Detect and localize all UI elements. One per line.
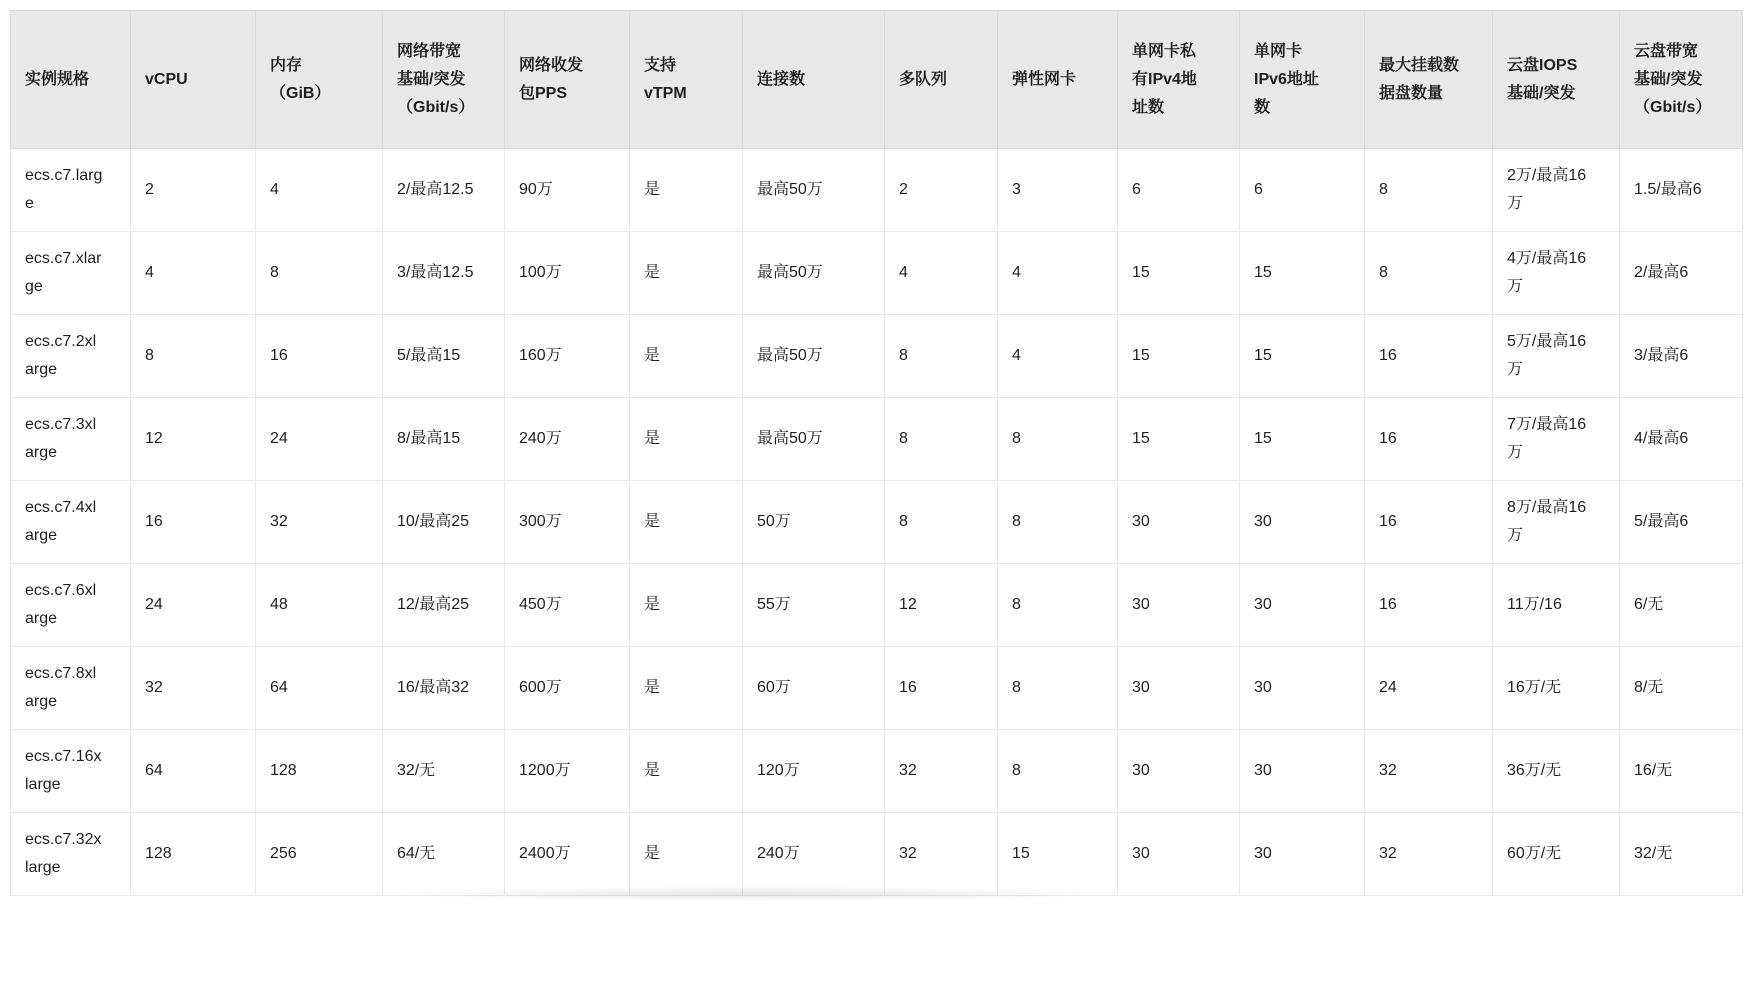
table-cell: 6 [1240, 149, 1365, 232]
table-cell: 16 [1365, 481, 1493, 564]
table-cell: 4 [998, 315, 1118, 398]
table-row [11, 564, 1743, 647]
table-cell: 16 [131, 481, 256, 564]
table-cell: 8万/最高16万 [1493, 481, 1620, 564]
column-header-2: vCPU [131, 11, 256, 149]
table-cell: 10/最高25 [383, 481, 505, 564]
table-cell: 30 [1240, 647, 1365, 730]
table-cell: 16万/无 [1493, 647, 1620, 730]
table-cell: 32 [885, 813, 998, 896]
table-cell: 16 [885, 647, 998, 730]
table-cell: 8 [998, 481, 1118, 564]
table-cell: 16/最高32 [383, 647, 505, 730]
table-cell: 32/无 [1620, 813, 1743, 896]
table-cell: 30 [1118, 564, 1240, 647]
instance-type-cell: ecs.c7.large [11, 149, 131, 232]
instance-type-cell: ecs.c7.2xlarge [11, 315, 131, 398]
table-cell: 5万/最高16万 [1493, 315, 1620, 398]
table-cell: 160万 [505, 315, 630, 398]
table-cell: 30 [1118, 730, 1240, 813]
column-header-1: 实例规格 [11, 11, 131, 149]
column-header-7: 连接数 [743, 11, 885, 149]
table-cell: 4万/最高16万 [1493, 232, 1620, 315]
table-cell: 32/无 [383, 730, 505, 813]
table-cell: 8 [998, 730, 1118, 813]
table-cell: 60万 [743, 647, 885, 730]
table-cell: 16 [1365, 398, 1493, 481]
column-header-13: 云盘IOPS基础/突发 [1493, 11, 1620, 149]
table-cell: 64/无 [383, 813, 505, 896]
table-cell: 4 [256, 149, 383, 232]
table-cell: 5/最高6 [1620, 481, 1743, 564]
table-cell: 32 [885, 730, 998, 813]
column-header-11: 单网卡IPv6地址数 [1240, 11, 1365, 149]
table-cell: 16 [1365, 564, 1493, 647]
table-cell: 100万 [505, 232, 630, 315]
table-cell: 30 [1240, 730, 1365, 813]
column-header-6: 支持vTPM [630, 11, 743, 149]
table-cell: 最高50万 [743, 398, 885, 481]
table-cell: 是 [630, 730, 743, 813]
instance-type-cell: ecs.c7.16xlarge [11, 730, 131, 813]
table-cell: 2/最高12.5 [383, 149, 505, 232]
table-cell: 32 [256, 481, 383, 564]
table-cell: 8 [1365, 232, 1493, 315]
table-cell: 4 [131, 232, 256, 315]
table-cell: 50万 [743, 481, 885, 564]
table-cell: 是 [630, 232, 743, 315]
table-cell: 3/最高12.5 [383, 232, 505, 315]
table-cell: 36万/无 [1493, 730, 1620, 813]
table-cell: 7万/最高16万 [1493, 398, 1620, 481]
table-cell: 8 [131, 315, 256, 398]
instance-type-cell: ecs.c7.6xlarge [11, 564, 131, 647]
table-cell: 32 [1365, 730, 1493, 813]
table-cell: 30 [1240, 813, 1365, 896]
instance-spec-table [10, 10, 1743, 896]
column-header-12: 最大挂载数据盘数量 [1365, 11, 1493, 149]
column-header-9: 弹性网卡 [998, 11, 1118, 149]
table-cell: 64 [131, 730, 256, 813]
table-cell: 16 [256, 315, 383, 398]
table-cell: 30 [1118, 813, 1240, 896]
table-cell: 60万/无 [1493, 813, 1620, 896]
table-cell: 4 [998, 232, 1118, 315]
table-cell: 2400万 [505, 813, 630, 896]
table-cell: 48 [256, 564, 383, 647]
table-cell: 是 [630, 149, 743, 232]
table-cell: 15 [1240, 232, 1365, 315]
table-cell: 8 [998, 647, 1118, 730]
table-cell: 11万/16 [1493, 564, 1620, 647]
table-row [11, 149, 1743, 232]
table-cell: 1200万 [505, 730, 630, 813]
table-cell: 90万 [505, 149, 630, 232]
table-row [11, 730, 1743, 813]
table-cell: 8 [1365, 149, 1493, 232]
table-row [11, 398, 1743, 481]
table-cell: 2/最高6 [1620, 232, 1743, 315]
table-row [11, 647, 1743, 730]
instance-type-cell: ecs.c7.4xlarge [11, 481, 131, 564]
table-cell: 8/无 [1620, 647, 1743, 730]
table-cell: 120万 [743, 730, 885, 813]
table-cell: 5/最高15 [383, 315, 505, 398]
column-header-8: 多队列 [885, 11, 998, 149]
table-row [11, 232, 1743, 315]
table-cell: 15 [998, 813, 1118, 896]
table-cell: 32 [131, 647, 256, 730]
table-cell: 是 [630, 647, 743, 730]
table-body [11, 149, 1743, 896]
table-cell: 2 [131, 149, 256, 232]
table-cell: 32 [1365, 813, 1493, 896]
table-cell: 8/最高15 [383, 398, 505, 481]
table-cell: 8 [885, 481, 998, 564]
table-cell: 30 [1240, 481, 1365, 564]
table-cell: 15 [1118, 232, 1240, 315]
table-cell: 最高50万 [743, 149, 885, 232]
table-cell: 30 [1240, 564, 1365, 647]
table-cell: 2万/最高16万 [1493, 149, 1620, 232]
table-cell: 8 [998, 398, 1118, 481]
column-header-4: 网络带宽基础/突发（Gbit/s） [383, 11, 505, 149]
table-cell: 最高50万 [743, 232, 885, 315]
table-cell: 24 [256, 398, 383, 481]
table-cell: 12 [885, 564, 998, 647]
instance-type-cell: ecs.c7.3xlarge [11, 398, 131, 481]
table-cell: 600万 [505, 647, 630, 730]
table-cell: 12/最高25 [383, 564, 505, 647]
table-cell: 256 [256, 813, 383, 896]
table-row [11, 813, 1743, 896]
table-cell: 是 [630, 398, 743, 481]
table-cell: 450万 [505, 564, 630, 647]
table-cell: 8 [885, 398, 998, 481]
table-cell: 1.5/最高6 [1620, 149, 1743, 232]
table-cell: 128 [131, 813, 256, 896]
table-cell: 8 [885, 315, 998, 398]
table-cell: 12 [131, 398, 256, 481]
table-header [11, 11, 1743, 149]
table-cell: 最高50万 [743, 315, 885, 398]
table-cell: 24 [131, 564, 256, 647]
table-cell: 8 [998, 564, 1118, 647]
table-cell: 30 [1118, 647, 1240, 730]
instance-type-cell: ecs.c7.8xlarge [11, 647, 131, 730]
table-row [11, 481, 1743, 564]
table-cell: 8 [256, 232, 383, 315]
table-cell: 55万 [743, 564, 885, 647]
table-cell: 15 [1240, 398, 1365, 481]
instance-type-cell: ecs.c7.xlarge [11, 232, 131, 315]
table-cell: 是 [630, 481, 743, 564]
column-header-3: 内存（GiB） [256, 11, 383, 149]
table-cell: 3 [998, 149, 1118, 232]
column-header-10: 单网卡私有IPv4地址数 [1118, 11, 1240, 149]
table-cell: 64 [256, 647, 383, 730]
table-cell: 30 [1118, 481, 1240, 564]
table-cell: 15 [1240, 315, 1365, 398]
table-cell: 6/无 [1620, 564, 1743, 647]
table-cell: 15 [1118, 398, 1240, 481]
table-cell: 240万 [505, 398, 630, 481]
table-cell: 16/无 [1620, 730, 1743, 813]
table-cell: 16 [1365, 315, 1493, 398]
table-cell: 4 [885, 232, 998, 315]
table-cell: 300万 [505, 481, 630, 564]
table-header-row [11, 11, 1743, 149]
table-cell: 6 [1118, 149, 1240, 232]
instance-type-cell: ecs.c7.32xlarge [11, 813, 131, 896]
table-cell: 是 [630, 813, 743, 896]
table-cell: 是 [630, 315, 743, 398]
table-cell: 2 [885, 149, 998, 232]
column-header-14: 云盘带宽基础/突发（Gbit/s） [1620, 11, 1743, 149]
table-cell: 是 [630, 564, 743, 647]
table-cell: 15 [1118, 315, 1240, 398]
table-cell: 128 [256, 730, 383, 813]
table-cell: 4/最高6 [1620, 398, 1743, 481]
table-cell: 240万 [743, 813, 885, 896]
table-row [11, 315, 1743, 398]
column-header-5: 网络收发包PPS [505, 11, 630, 149]
table-cell: 24 [1365, 647, 1493, 730]
table-cell: 3/最高6 [1620, 315, 1743, 398]
